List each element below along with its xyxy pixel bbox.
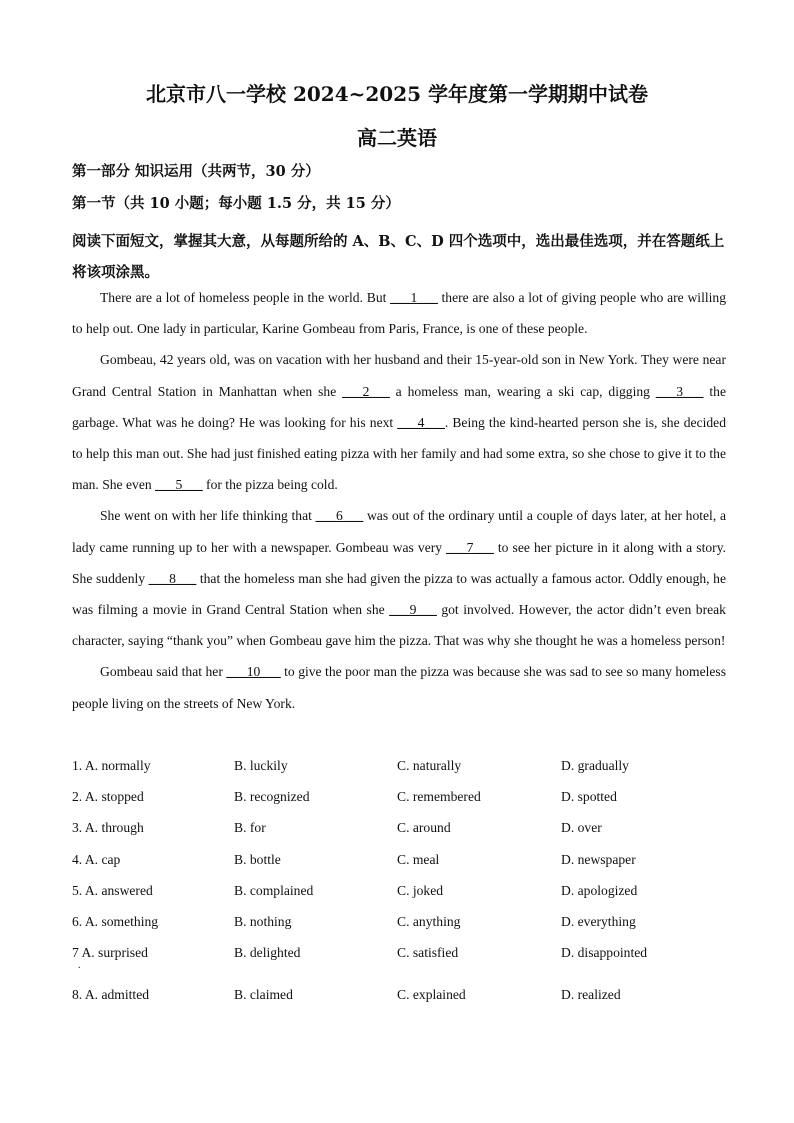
option-3a: 3. A. through xyxy=(72,820,144,836)
blank-3: ___3___ xyxy=(655,383,704,399)
option-row-5 xyxy=(72,877,732,908)
option-6d: D. everything xyxy=(561,913,636,929)
part-heading: 第一部分 知识运用（共两节，30 分） xyxy=(72,163,320,180)
option-1a: 1. A. normally xyxy=(72,758,151,773)
option-2d: D. spotted xyxy=(561,789,617,805)
option-row-4 xyxy=(72,846,732,877)
option-7b: B. delighted xyxy=(234,945,301,961)
option-6a: 6. A. something xyxy=(72,913,159,929)
option-8a: 8. A. admitted xyxy=(72,986,150,1002)
passage-paragraph-2: Gombeau, 42 years old, was on vacation with her husband and their 15-year-old son in New York. They were near Grand Central Station in Manhattan when she ___2___ a homeless man, wearing a ski cap, digging ___3___ the garbage. What was he doing? He was looking for his next ___4___. Being the kind-hearted person she is, she decided to help this man out. She had just finished eating pizza with her family and had some extra, so she chose to give it to the man. She even ___5___ for the pizza being cold. xyxy=(72,352,727,493)
option-4a: 4. A. cap xyxy=(72,851,121,867)
option-7a: 7 A. surprised xyxy=(72,945,148,961)
section-heading: 第一节（共 10 小题；每小题 1.5 分，共 15 分） xyxy=(72,195,400,212)
option-6b: B. nothing xyxy=(234,913,292,929)
option-2b: B. recognized xyxy=(234,789,310,805)
option-1c: C. naturally xyxy=(397,758,462,773)
passage-paragraph-3: She went on with her life thinking that ___6___ was out of the ordinary until a couple of days later, at her hotel, a lady came running up to her with a newspaper. Gombeau was very ___7___ to see her picture in it along with a story. She suddenly ___8___ that the homeless man she had given the pizza to was actually a famous actor. Oddly enough, he was filming a movie in Grand Central Station when she ___9___ got involved. However, the actor didn’t even break character, saying “thank you” when Gombeau gave him the pizza. That was why she thought he was a homeless person! xyxy=(72,508,727,649)
option-7c: C. satisfied xyxy=(397,945,459,961)
option-8d: D. realized xyxy=(561,986,621,1002)
option-5c: C. joked xyxy=(397,882,444,898)
option-4d: D. newspaper xyxy=(561,851,636,867)
blank-8: ___8___ xyxy=(148,570,197,586)
option-8b: B. claimed xyxy=(234,986,293,1002)
option-2a: 2. A. stopped xyxy=(72,789,144,805)
option-8c: C. explained xyxy=(397,986,466,1002)
blank-10: ___10___ xyxy=(226,664,281,680)
option-4c: C. meal xyxy=(397,851,440,867)
blank-2: ___2___ xyxy=(342,383,390,399)
option-5d: D. apologized xyxy=(561,882,638,898)
option-3b: B. for xyxy=(234,820,266,836)
exam-title: 北京市八一学校 2024~2025 学年度第一学期期中试卷 xyxy=(145,82,648,106)
option-3c: C. around xyxy=(397,820,451,836)
blank-1: ___1___ xyxy=(390,290,438,305)
passage-paragraph-1: There are a lot of homeless people in the world. But ___1___ there are also a lot of giving people who are willing to help out. One lady in particular, Karine Gombeau from Paris, France, is one of these people. xyxy=(72,290,726,337)
blank-6: ___6___ xyxy=(315,508,364,524)
option-6c: C. anything xyxy=(397,913,461,929)
answer-options xyxy=(72,752,732,1012)
option-row-7 xyxy=(72,939,732,981)
option-1b: B. luckily xyxy=(234,758,288,773)
option-3d: D. over xyxy=(561,820,602,836)
exam-subject: 高二英语 xyxy=(357,126,437,150)
passage-paragraph-4: Gombeau said that her ___10___ to give the poor man the pizza was because she was sad to see so many homeless people living on the streets of New York. xyxy=(72,664,727,711)
option-5b: B. complained xyxy=(234,882,314,898)
option-5a: 5. A. answered xyxy=(72,882,153,898)
blank-4: ___4___ xyxy=(397,414,445,430)
instructions: 阅读下面短文，掌握其大意，从每题所给的 A、B、C、D 四个选项中，选出最佳选项，并在答题纸上将该项涂黑。 xyxy=(72,233,725,281)
option-row-1 xyxy=(72,752,732,783)
blank-7: ___7___ xyxy=(446,539,494,555)
blank-9: ___9___ xyxy=(389,602,437,618)
cloze-passage xyxy=(72,282,726,719)
option-row-2 xyxy=(72,783,732,814)
option-7d: D. disappointed xyxy=(561,945,648,961)
option-2c: C. remembered xyxy=(397,789,481,805)
option-row-8 xyxy=(72,981,732,1012)
option-1d: D. gradually xyxy=(561,758,629,773)
blank-5: ___5___ xyxy=(155,477,203,493)
option-row-3 xyxy=(72,814,732,845)
option-4b: B. bottle xyxy=(234,851,281,867)
option-row-6 xyxy=(72,908,732,939)
option-7-number-mark: . xyxy=(78,960,81,972)
